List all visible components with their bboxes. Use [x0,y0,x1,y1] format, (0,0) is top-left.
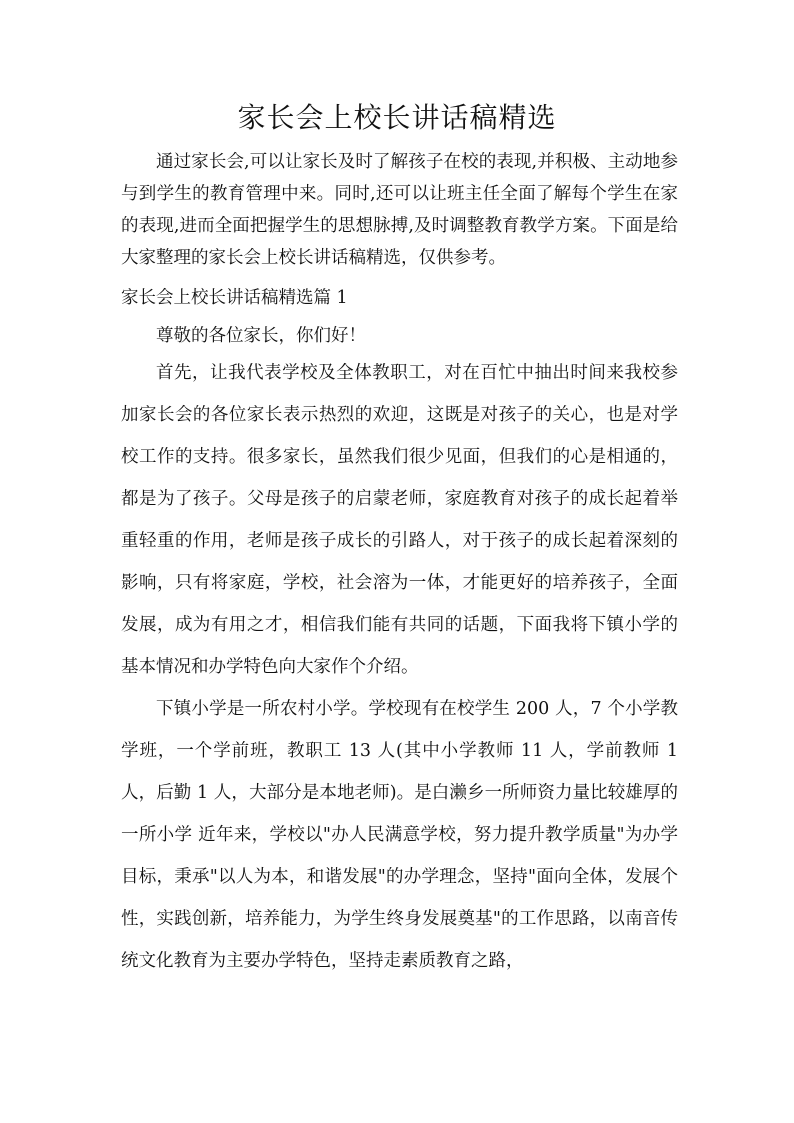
intro-paragraph: 通过家长会,可以让家长及时了解孩子在校的表现,并积极、主动地参与到学生的教育管理中来。同时,还可以让班主任全面了解每个学生在家的表现,进而全面把握学生的思想脉搏,及时调整教育教学方案。下面是给大家整理的家长会上校长讲话稿精选，仅供参考。 [121,152,678,268]
document-title: 家长会上校长讲话稿精选 [237,101,557,134]
document-body [121,146,678,982]
body-paragraph-1: 首先，让我代表学校及全体教职工，对在百忙中抽出时间来我校参加家长会的各位家长表示热烈的欢迎，这既是对孩子的关心，也是对学校工作的支持。很多家长，虽然我们很少见面，但我们的心是相通的，都是为了孩子。父母是孩子的启蒙老师，家庭教育对孩子的成长起着举重轻重的作用，老师是孩子成长的引路人，对于孩子的成长起着深刻的影响，只有将家庭，学校，社会溶为一体，才能更好的培养孩子，全面发展，成为有用之才，相信我们能有共同的话题，下面我将下镇小学的基本情况和办学特色向大家作个介绍。 [121,363,678,677]
body-paragraph-2: 下镇小学是一所农村小学。学校现有在校学生 200 人，7 个小学教学班，一个学前班，教职工 13 人(其中小学教师 11 人，学前教师 1 人，后勤 1 人，大部分是本地老师)。是白濑乡一所师资力量比较雄厚的一所小学 近年来，学校以"办人民满意学校，努力提升教学质量"为办学目标，秉承"以人为本，和谐发展"的办学理念，坚持"面向全体，发展个性，实践创新，培养能力，为学生终身发展奠基"的工作思路，以南音传统文化教育为主要办学特色，坚持走素质教育之路， [121,699,678,971]
section-heading: 家长会上校长讲话稿精选篇 1 [121,288,348,308]
greeting-paragraph: 尊敬的各位家长，你们好！ [156,326,366,346]
